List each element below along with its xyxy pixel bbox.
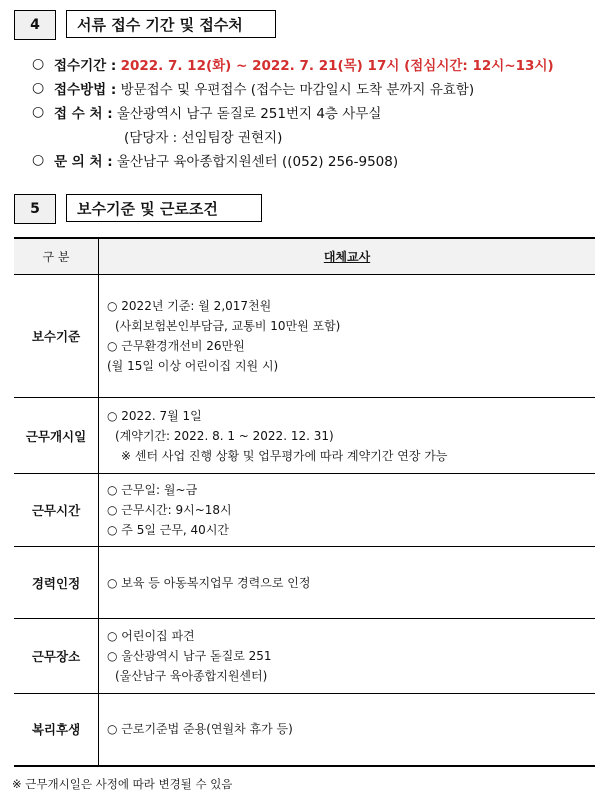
- row-label: 근무시간: [14, 474, 99, 547]
- row-label: 경력인정: [14, 547, 99, 619]
- table-row: [14, 275, 595, 398]
- row-content: [99, 547, 596, 619]
- content-line: ○ 보육 등 아동복지업무 경력으로 인정: [107, 575, 311, 590]
- header-substitute-teacher: 대체교사: [99, 238, 596, 275]
- inquiry-label: 문 의 처 :: [54, 154, 113, 170]
- content-line: ○ 2022. 7월 1일: [107, 408, 202, 423]
- period-value: 2022. 7. 12(화) ~ 2022. 7. 21(목) 17시 (점심시간: 12시~13시): [120, 58, 554, 74]
- place-contact: (담당자 : 선임팀장 권현지): [124, 130, 283, 146]
- circle-bullet-icon: ○: [32, 104, 45, 120]
- place-line: [32, 100, 602, 124]
- table-row: [14, 398, 595, 474]
- content-line: (계약기간: 2022. 8. 1 ~ 2022. 12. 31): [115, 428, 334, 443]
- row-label: 보수기준: [14, 275, 99, 398]
- table-header-row: [14, 238, 595, 275]
- row-content: [99, 619, 596, 694]
- circle-bullet-icon: ○: [32, 56, 45, 72]
- period-label: 접수기간 :: [54, 58, 117, 74]
- row-label: 복리후생: [14, 694, 99, 766]
- circle-bullet-icon: ○: [32, 80, 45, 96]
- section-title: 보수기준 및 근로조건: [66, 194, 262, 222]
- content-line: ○ 울산광역시 남구 돋질로 251: [107, 649, 272, 663]
- content-line: ○ 주 5일 근무, 40시간: [107, 523, 229, 537]
- row-content: [99, 694, 596, 766]
- section-5-header: [14, 194, 262, 224]
- content-line: (월 15일 이상 어린이집 지원 시): [107, 359, 279, 373]
- section-4-header: [14, 10, 276, 40]
- method-label: 접수방법 :: [54, 82, 117, 98]
- content-line: ○ 근로기준법 준용(연월차 휴가 등): [107, 722, 293, 737]
- table-row: [14, 694, 595, 766]
- content-line: ○ 어린이집 파견: [107, 629, 195, 643]
- content-line: ○ 근무시간: 9시~18시: [107, 503, 232, 517]
- content-line: ※ 센터 사업 진행 상황 및 업무평가에 따라 계약기간 연장 가능: [121, 448, 448, 463]
- content-line: (사회보험본인부담금, 교통비 10만원 포함): [115, 319, 341, 333]
- content-line: (울산남구 육아종합지원센터): [115, 669, 268, 683]
- method-line: [32, 76, 602, 100]
- row-content: [99, 398, 596, 474]
- place-value: 울산광역시 남구 돋질로 251번지 4층 사무실: [116, 106, 382, 122]
- inquiry-value: 울산남구 육아종합지원센터 ((052) 256-9508): [116, 154, 399, 170]
- row-content: [99, 275, 596, 398]
- conditions-table: [14, 237, 595, 767]
- section-number: 4: [14, 10, 56, 40]
- place-label: 접 수 처 :: [54, 106, 113, 122]
- period-line: [32, 52, 602, 76]
- row-label: 근무장소: [14, 619, 99, 694]
- footnote: ※ 근무개시일은 사정에 따라 변경될 수 있음: [12, 777, 233, 791]
- method-value: 방문접수 및 우편접수 (접수는 마감일시 도착 분까지 유효함): [120, 82, 475, 98]
- place-contact-line: [32, 124, 602, 148]
- section-number: 5: [14, 194, 56, 224]
- circle-bullet-icon: ○: [32, 152, 45, 168]
- row-content: [99, 474, 596, 547]
- section-title: 서류 접수 기간 및 접수처: [66, 10, 276, 38]
- inquiry-line: [32, 148, 602, 172]
- header-category: 구 분: [14, 238, 99, 275]
- table-row: [14, 547, 595, 619]
- content-line: ○ 2022년 기준: 월 2,017천원: [107, 299, 272, 313]
- content-line: ○ 근무환경개선비 26만원: [107, 339, 245, 353]
- table-row: [14, 474, 595, 547]
- row-label: 근무개시일: [14, 398, 99, 474]
- content-line: ○ 근무일: 월~금: [107, 483, 198, 497]
- table-row: [14, 619, 595, 694]
- application-info: [32, 52, 602, 172]
